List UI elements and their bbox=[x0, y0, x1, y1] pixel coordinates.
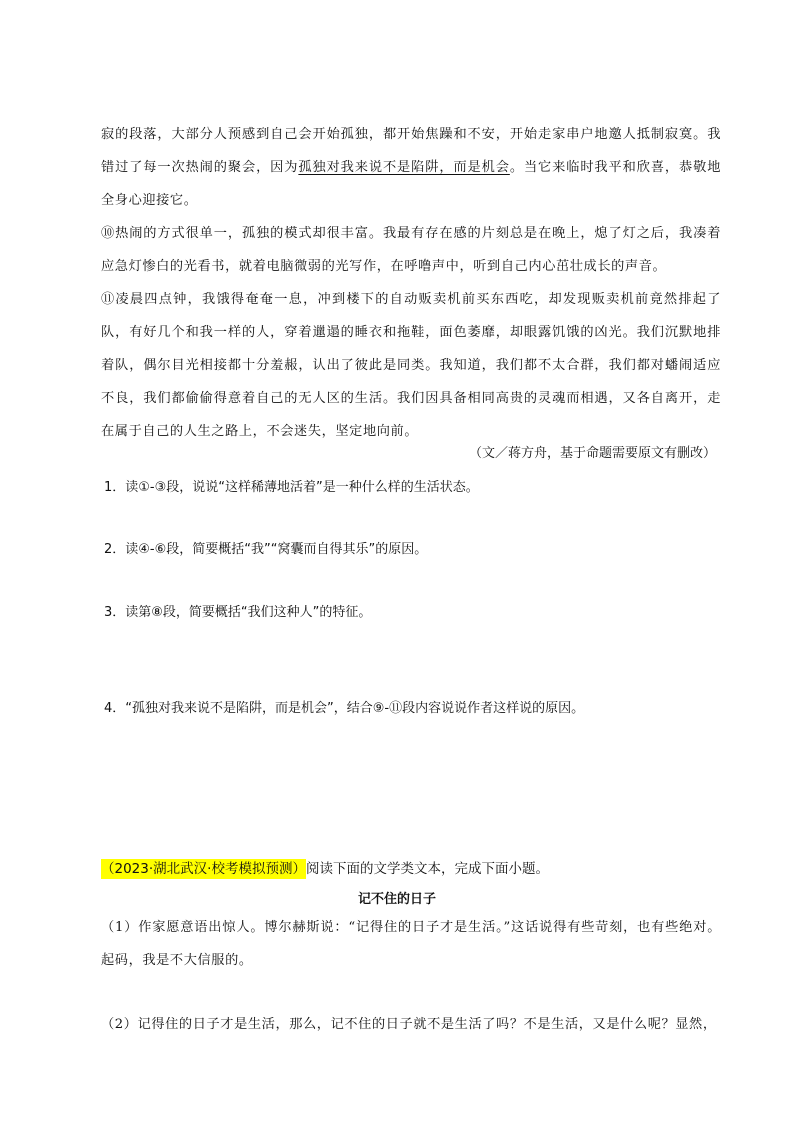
question-2: 2．读④-⑥段，简要概括“我”“窝囊而自得其乐”的原因。 bbox=[104, 542, 428, 557]
passage-2-paragraph-2: （2）记得住的日子才是生活，那么，记不住的日子就不是生活了吗？不是生活，又是什么呢？显然， bbox=[101, 1017, 717, 1032]
paragraph-11: ⑪凌晨四点钟，我饿得奄奄一息，冲到楼下的自动贩卖机前买东西吃，却发现贩卖机前竟然排起了队，有好几个和我一样的人，穿着邋遢的睡衣和拖鞋，面色萎靡，却眼露饥饿的凶光。我们沉默地排着队，偶尔目光相接都十分羞赧，认出了彼此是同类。我知道，我们都不太合群，我们都对蟠闹适应不良，我们都偷偷得意着自己的无人区的生活。我们因具备相同高贵的灵魂而相遇，又各自离开，走在属于自己的人生之路上，不会迷失，坚定地向前。 bbox=[101, 292, 721, 439]
paragraph-10: ⑩热闹的方式很单一，孤独的模式却很丰富。我最有存在感的片刻总是在晚上，熄了灯之后，我凑着应急灯惨白的光看书，就着电脑微弱的光写作，在呼噜声中，听到自己内心茁壮成长的声音。 bbox=[101, 226, 721, 274]
source-tag-highlight: （2023·湖北武汉·校考模拟预测） bbox=[101, 861, 306, 877]
paragraph-9-text-b: 。当它来临时我平和欣喜，恭敬地全身心迎接它。 bbox=[101, 160, 721, 208]
paragraph-9-text-a: 寂的段落，大部分人预感到自己会开始孤独，都开始焦躁和不安，开始走家串户地邀人抵制寂寞。我错过了每一次热闹的聚会，因为 bbox=[101, 127, 721, 175]
passage-2-header bbox=[101, 857, 549, 877]
source-citation: （文／蒋方舟，基于命题需要原文有删改） bbox=[468, 446, 716, 461]
passage-2-paragraph-1: （1）作家愿意语出惊人。博尔赫斯说：“记得住的日子才是生活。”这话说得有些苛刻，也有些绝对。起码，我是不大信服的。 bbox=[101, 920, 721, 968]
question-1: 1．读①-③段，说说“这样稀薄地活着”是一种什么样的生活状态。 bbox=[104, 480, 479, 495]
question-4: 4．“孤独对我来说不是陷阱，而是机会”，结合⑨-⑪段内容说说作者这样说的原因。 bbox=[104, 701, 585, 716]
question-3: 3．读第⑧段，简要概括“我们这种人”的特征。 bbox=[104, 605, 372, 620]
passage-2-title: 记不住的日子 bbox=[357, 892, 436, 907]
underlined-key-sentence: 孤独对我来说不是陷阱，而是机会 bbox=[298, 160, 510, 175]
passage-2-instruction: 阅读下面的文学类文本，完成下面小题。 bbox=[305, 861, 549, 877]
paragraph-9-continued bbox=[101, 118, 721, 217]
